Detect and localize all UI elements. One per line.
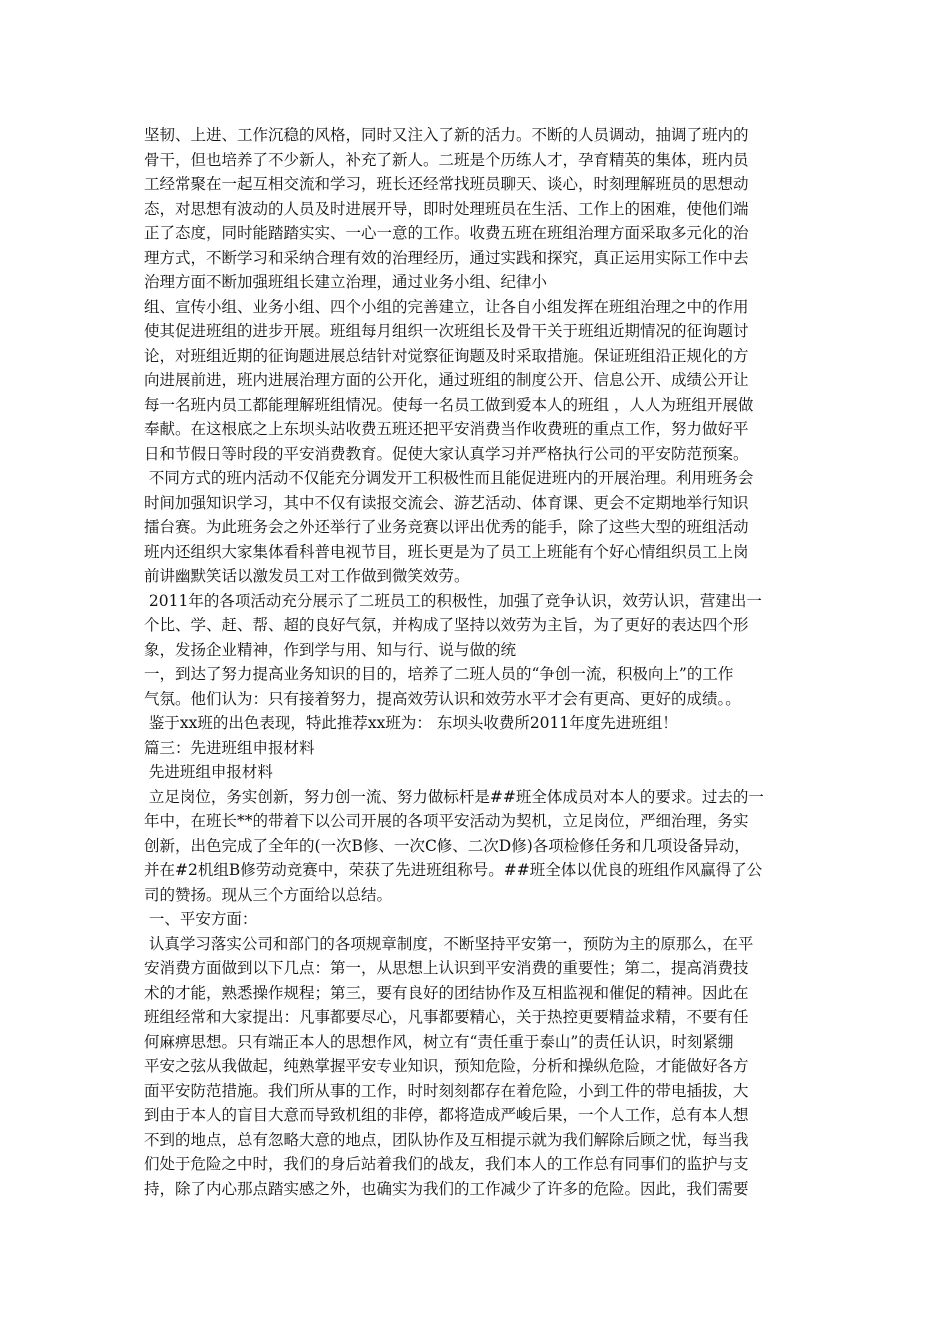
text-line: 司的赞扬。现从三个方面给以总结。 — [144, 885, 393, 904]
text-line: 持，除了内心那点踏实感之外，也确实为我们的工作减少了许多的危险。因此，我们需要 — [144, 1179, 749, 1198]
text-line: 年中，在班长**的带着下以公司开展的各项平安活动为契机，立足岗位，严细治理，务实 — [144, 812, 749, 830]
text-line: 创新，出色完成了全年的(一次B修、一次C修、二次D修)各项检修任务和几项设备异动， — [144, 836, 750, 855]
text-line: 到由于本人的盲目大意而导致机组的非停，都将造成严峻后果，一个人工作，总有本人想 — [144, 1106, 749, 1124]
text-line: 不到的地点，总有忽略大意的地点，团队协作及互相提示就为我们解除后顾之忧，每当我 — [144, 1130, 749, 1149]
text-line: 班组经常和大家提出：凡事都要尽心，凡事都要精心，关于热控更要精益求精，不要有任 — [144, 1008, 749, 1026]
text-line: 何麻痹思想。只有端正本人的思想作风，树立有“责任重于泰山”的责任认识，时刻紧绷 — [144, 1032, 734, 1051]
text-line: 日和节假日等时段的平安消费教育。促使大家认真学习并严格执行公司的平安防范预案。 — [144, 444, 749, 463]
text-line: 骨干，但也培养了不少新人，补充了新人。二班是个历练人才，孕育精英的集体，班内员 — [144, 150, 749, 169]
text-line: 象，发扬企业精神，作到学与用、知与行、说与做的统 — [144, 640, 517, 659]
document-page — [144, 123, 816, 1201]
text-line: 理方式，不断学习和采纳合理有效的治理经历，通过实践和探究，真正运用实际工作中去 — [144, 248, 749, 267]
text-line: 平安之弦从我做起，纯熟掌握平安专业知识，预知危险，分析和操纵危险，才能做好各方 — [144, 1057, 749, 1075]
text-line: 论，对班组近期的征询题进展总结针对觉察征询题及时采取措施。保证班组沿正规化的方 — [144, 346, 749, 365]
text-line: 面平安防范措施。我们所从事的工作，时时刻刻都存在着危险，小到工件的带电插拔，大 — [144, 1081, 749, 1100]
text-line: 向进展前进，班内进展治理方面的公开化，通过班组的制度公开、信息公开、成绩公开让 — [144, 371, 749, 389]
text-line: 们处于危险之中时，我们的身后站着我们的战友，我们本人的工作总有同事们的监护与支 — [144, 1155, 749, 1173]
subsection-heading: 一、平安方面： — [144, 910, 258, 928]
text-line: 使其促进班组的进步开展。班组每月组织一次班组长及骨干关于班组近期情况的征询题讨 — [144, 322, 749, 340]
text-line: 工经常聚在一起互相交流和学习，班长还经常找班员聊天、谈心，时刻理解班员的思想动 — [144, 175, 749, 193]
text-line: 班内还组织大家集体看科普电视节目，班长更是为了员工上班能有个好心情组织员工上岗 — [144, 542, 749, 561]
text-line: 不同方式的班内活动不仅能充分调发开工积极性而且能促进班内的开展治理。利用班务会 — [144, 469, 754, 487]
text-line: 并在#2机组B修劳动竞赛中，荣获了先进班组称号。##班全体以优良的班组作风赢得了公 — [144, 861, 763, 879]
text-line: 态，对思想有波动的人员及时进展开导，即时处理班员在生活、工作上的困难，使他们端 — [144, 199, 749, 218]
text-line: 个比、学、赶、帮、超的良好气氛，并构成了坚持以效劳为主旨，为了更好的表达四个形 — [144, 616, 749, 634]
section-heading: 篇三：先进班组申报材料 — [144, 738, 315, 757]
text-line: 立足岗位，务实创新，努力创一流、努力做标杆是##班全体成员对本人的要求。过去的一 — [144, 787, 764, 806]
text-line: 安消费方面做到以下几点：第一，从思想上认识到平安消费的重要性；第二，提高消费技 — [144, 959, 749, 977]
text-line: 气氛。他们认为：只有接着努力，提高效劳认识和效劳水平才会有更高、更好的成绩。。 — [144, 689, 741, 708]
text-line: 认真学习落实公司和部门的各项规章制度，不断坚持平安第一，预防为主的原那么，在平 — [144, 934, 754, 953]
text-line: 治理方面不断加强班组长建立治理，通过业务小组、纪律小 — [144, 273, 548, 291]
text-line: 组、宣传小组、业务小组、四个小组的完善建立，让各自小组发挥在班组治理之中的作用 — [144, 297, 749, 316]
text-line: 2011年的各项活动充分展示了二班员工的积极性，加强了竞争认识，效劳认识，营建出一 — [144, 591, 762, 610]
text-line: 奉献。在这根底之上东坝头站收费五班还把平安消费当作收费班的重点工作，努力做好平 — [144, 420, 749, 438]
text-line: 正了态度，同时能踏踏实实、一心一意的工作。收费五班在班组治理方面采取多元化的治 — [144, 224, 749, 242]
section-subheading: 先进班组申报材料 — [144, 763, 273, 781]
text-line: 前讲幽默笑话以激发员工对工作做到微笑效劳。 — [144, 567, 470, 585]
text-line: 术的才能，熟悉操作规程；第三，要有良好的团结协作及互相监视和催促的精神。因此在 — [144, 983, 749, 1002]
text-line: 每一名班内员工都能理解班组情况。使每一名员工做到爱本人的班组 ，人人为班组开展做 — [144, 395, 754, 414]
text-line: 坚韧、上进、工作沉稳的风格，同时又注入了新的活力。不断的人员调动，抽调了班内的 — [144, 126, 749, 144]
text-line: 一，到达了努力提高业务知识的目的，培养了二班人员的“争创一流，积极向上”的工作 — [144, 665, 734, 683]
text-line: 擂台赛。为此班务会之外还举行了业务竞赛以评出优秀的能手，除了这些大型的班组活动 — [144, 518, 749, 536]
text-line: 时间加强知识学习，其中不仅有读报交流会、游艺活动、体育课、更会不定期地举行知识 — [144, 493, 749, 512]
text-line: 鉴于xx班的出色表现，特此推荐xx班为： 东坝头收费所2011年度先进班组！ — [144, 714, 678, 732]
